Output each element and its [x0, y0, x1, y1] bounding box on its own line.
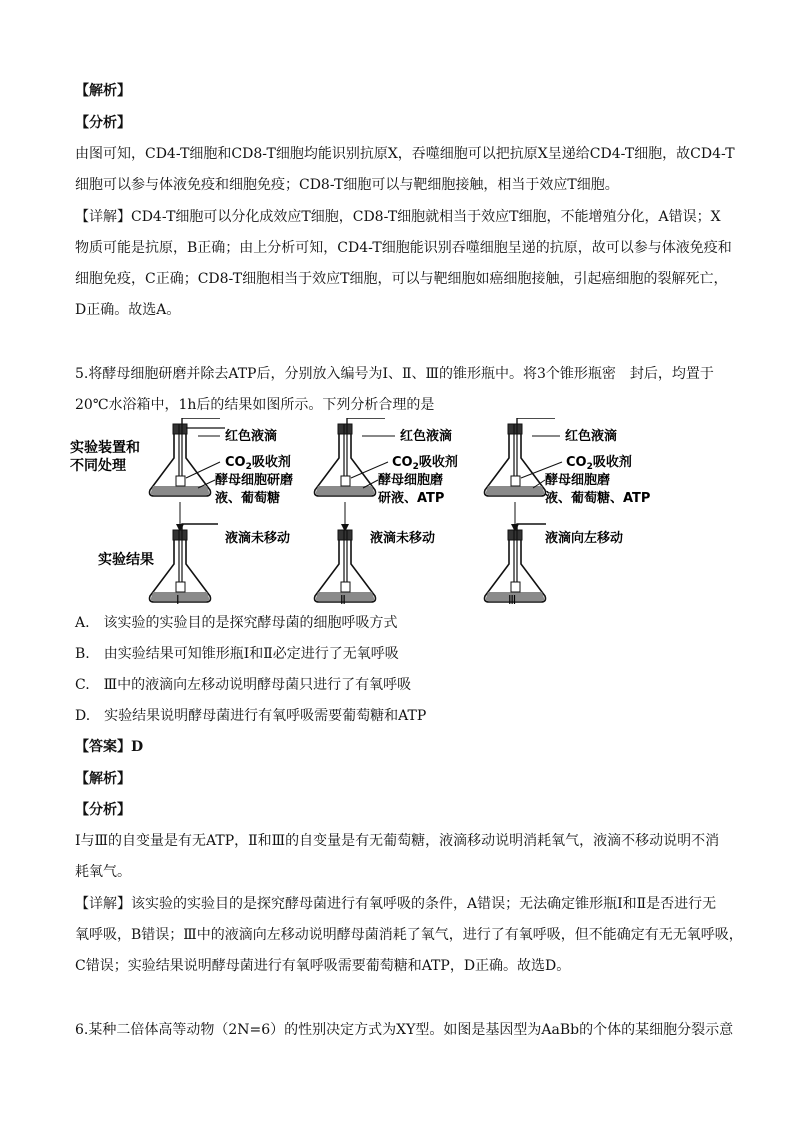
flask-1-setup	[150, 418, 294, 506]
flask-3-red-drop-label: 红色液滴	[565, 429, 618, 444]
flask-3-contents-line-1: 酵母细胞磨	[545, 473, 611, 488]
q4-analysis-line-2: 细胞可以参与体液免疫和细胞免疫；CD8-T细胞可以与靶细胞接触，相当于效应T细胞。	[75, 177, 619, 193]
flask-2-setup	[315, 418, 458, 506]
flask-1-co2-label: $CO_2$吸收剂	[225, 455, 291, 472]
flask-3-contents-line-2: 液、葡萄糖、ATP	[545, 491, 651, 506]
q5-jiexi-heading: 【解析】	[75, 771, 131, 787]
setup-row-label-1: 实验装置和	[70, 440, 140, 456]
flask-2-result	[315, 530, 436, 607]
q5-analysis-line-2: 耗氧气。	[75, 864, 131, 880]
q5-stem-line-2: 20℃水浴箱中，1h后的结果如图所示。下列分析合理的是	[75, 397, 435, 413]
result-row-label: 实验结果	[98, 552, 154, 568]
flask-2-numeral: Ⅱ	[340, 593, 346, 607]
flask-3-result-label: 液滴向左移动	[545, 531, 624, 546]
q4-detail-line-2: 物质可能是抗原，B正确；由上分析可知，CD4-T细胞能识别吞噬细胞呈递的抗原，故可以参与体液免疫和	[75, 240, 732, 256]
flask-1-red-drop-label: 红色液滴	[225, 429, 278, 444]
q5-detail-line-3: C错误；实验结果说明酵母菌进行有氧呼吸需要葡萄糖和ATP，D正确。故选D。	[75, 958, 571, 974]
q5-experiment-figure	[70, 418, 670, 608]
flask-1-result-label: 液滴未移动	[225, 531, 291, 546]
q5-fenxi-heading: 【分析】	[75, 802, 131, 818]
flask-1-numeral: Ⅰ	[176, 593, 180, 607]
flask-2-contents-line-2: 研液、ATP	[378, 491, 445, 506]
q4-analysis-line-1: 由图可知，CD4-T细胞和CD8-T细胞均能识别抗原X，吞噬细胞可以把抗原X呈递给CD4-T细胞，故CD4-T	[75, 146, 735, 162]
flask-2-co2-label: $CO_2$吸收剂	[392, 455, 458, 472]
q5-option-c: C. Ⅲ中的液滴向左移动说明酵母菌只进行了有氧呼吸	[75, 677, 412, 693]
q5-option-b: B. 由实验结果可知锥形瓶Ⅰ和Ⅱ必定进行了无氧呼吸	[75, 646, 399, 662]
q4-detail-line-3: 细胞免疫，C正确；CD8-T细胞相当于效应T细胞，可以与靶细胞如癌细胞接触，引起癌细胞的裂解死亡，	[75, 271, 728, 287]
flask-2-red-drop-label: 红色液滴	[400, 429, 453, 444]
q5-detail-line-1: 【详解】该实验的实验目的是探究酵母菌进行有氧呼吸的条件，A错误；无法确定锥形瓶Ⅰ和Ⅱ是否进行无	[75, 896, 717, 912]
q5-option-a: A. 该实验的实验目的是探究酵母菌的细胞呼吸方式	[75, 615, 398, 631]
flask-2-result-label: 液滴未移动	[370, 531, 436, 546]
q5-detail-line-2: 氧呼吸，B错误；Ⅲ中的液滴向左移动说明酵母菌消耗了氧气，进行了有氧呼吸，但不能确定有无无氧呼吸，	[75, 927, 743, 943]
q6-stem-line-1: 6.某种二倍体高等动物（2N=6）的性别决定方式为XY型。如图是基因型为AaBb的个体的某细胞分裂示意	[75, 1022, 734, 1038]
flask-3-co2-label: $CO_2$吸收剂	[566, 455, 632, 472]
flask-3-numeral: Ⅲ	[508, 593, 517, 607]
q5-option-d: D. 实验结果说明酵母菌进行有氧呼吸需要葡萄糖和ATP	[75, 708, 427, 724]
flask-1-contents-line-1: 酵母细胞研磨	[215, 473, 294, 488]
flask-1-result	[150, 524, 291, 607]
q5-answer: 【答案】D	[75, 739, 144, 755]
flask-1-contents-line-2: 液、葡萄糖	[215, 491, 281, 506]
q5-stem-line-1: 5.将酵母细胞研磨并除去ATP后，分别放入编号为Ⅰ、Ⅱ、Ⅲ的锥形瓶中。将3个锥形瓶密 封后，均置于	[75, 366, 714, 382]
q4-detail-line-1: 【详解】CD4-T细胞可以分化成效应T细胞，CD8-T细胞就相当于效应T细胞，不能增殖分化，A错误；X	[75, 209, 721, 225]
q4-fenxi-heading: 【分析】	[75, 115, 131, 131]
flask-3-setup	[485, 418, 651, 506]
setup-row-label-2: 不同处理	[70, 458, 126, 474]
flask-3-result	[485, 524, 624, 607]
q4-jiexi-heading: 【解析】	[75, 83, 131, 99]
flask-2-contents-line-1: 酵母细胞磨	[378, 473, 444, 488]
q5-analysis-line-1: Ⅰ与Ⅲ的自变量是有无ATP，Ⅱ和Ⅲ的自变量是有无葡萄糖，液滴移动说明消耗氧气，液滴不移动说明不消	[75, 833, 720, 849]
q4-detail-line-4: D正确。故选A。	[75, 302, 181, 318]
